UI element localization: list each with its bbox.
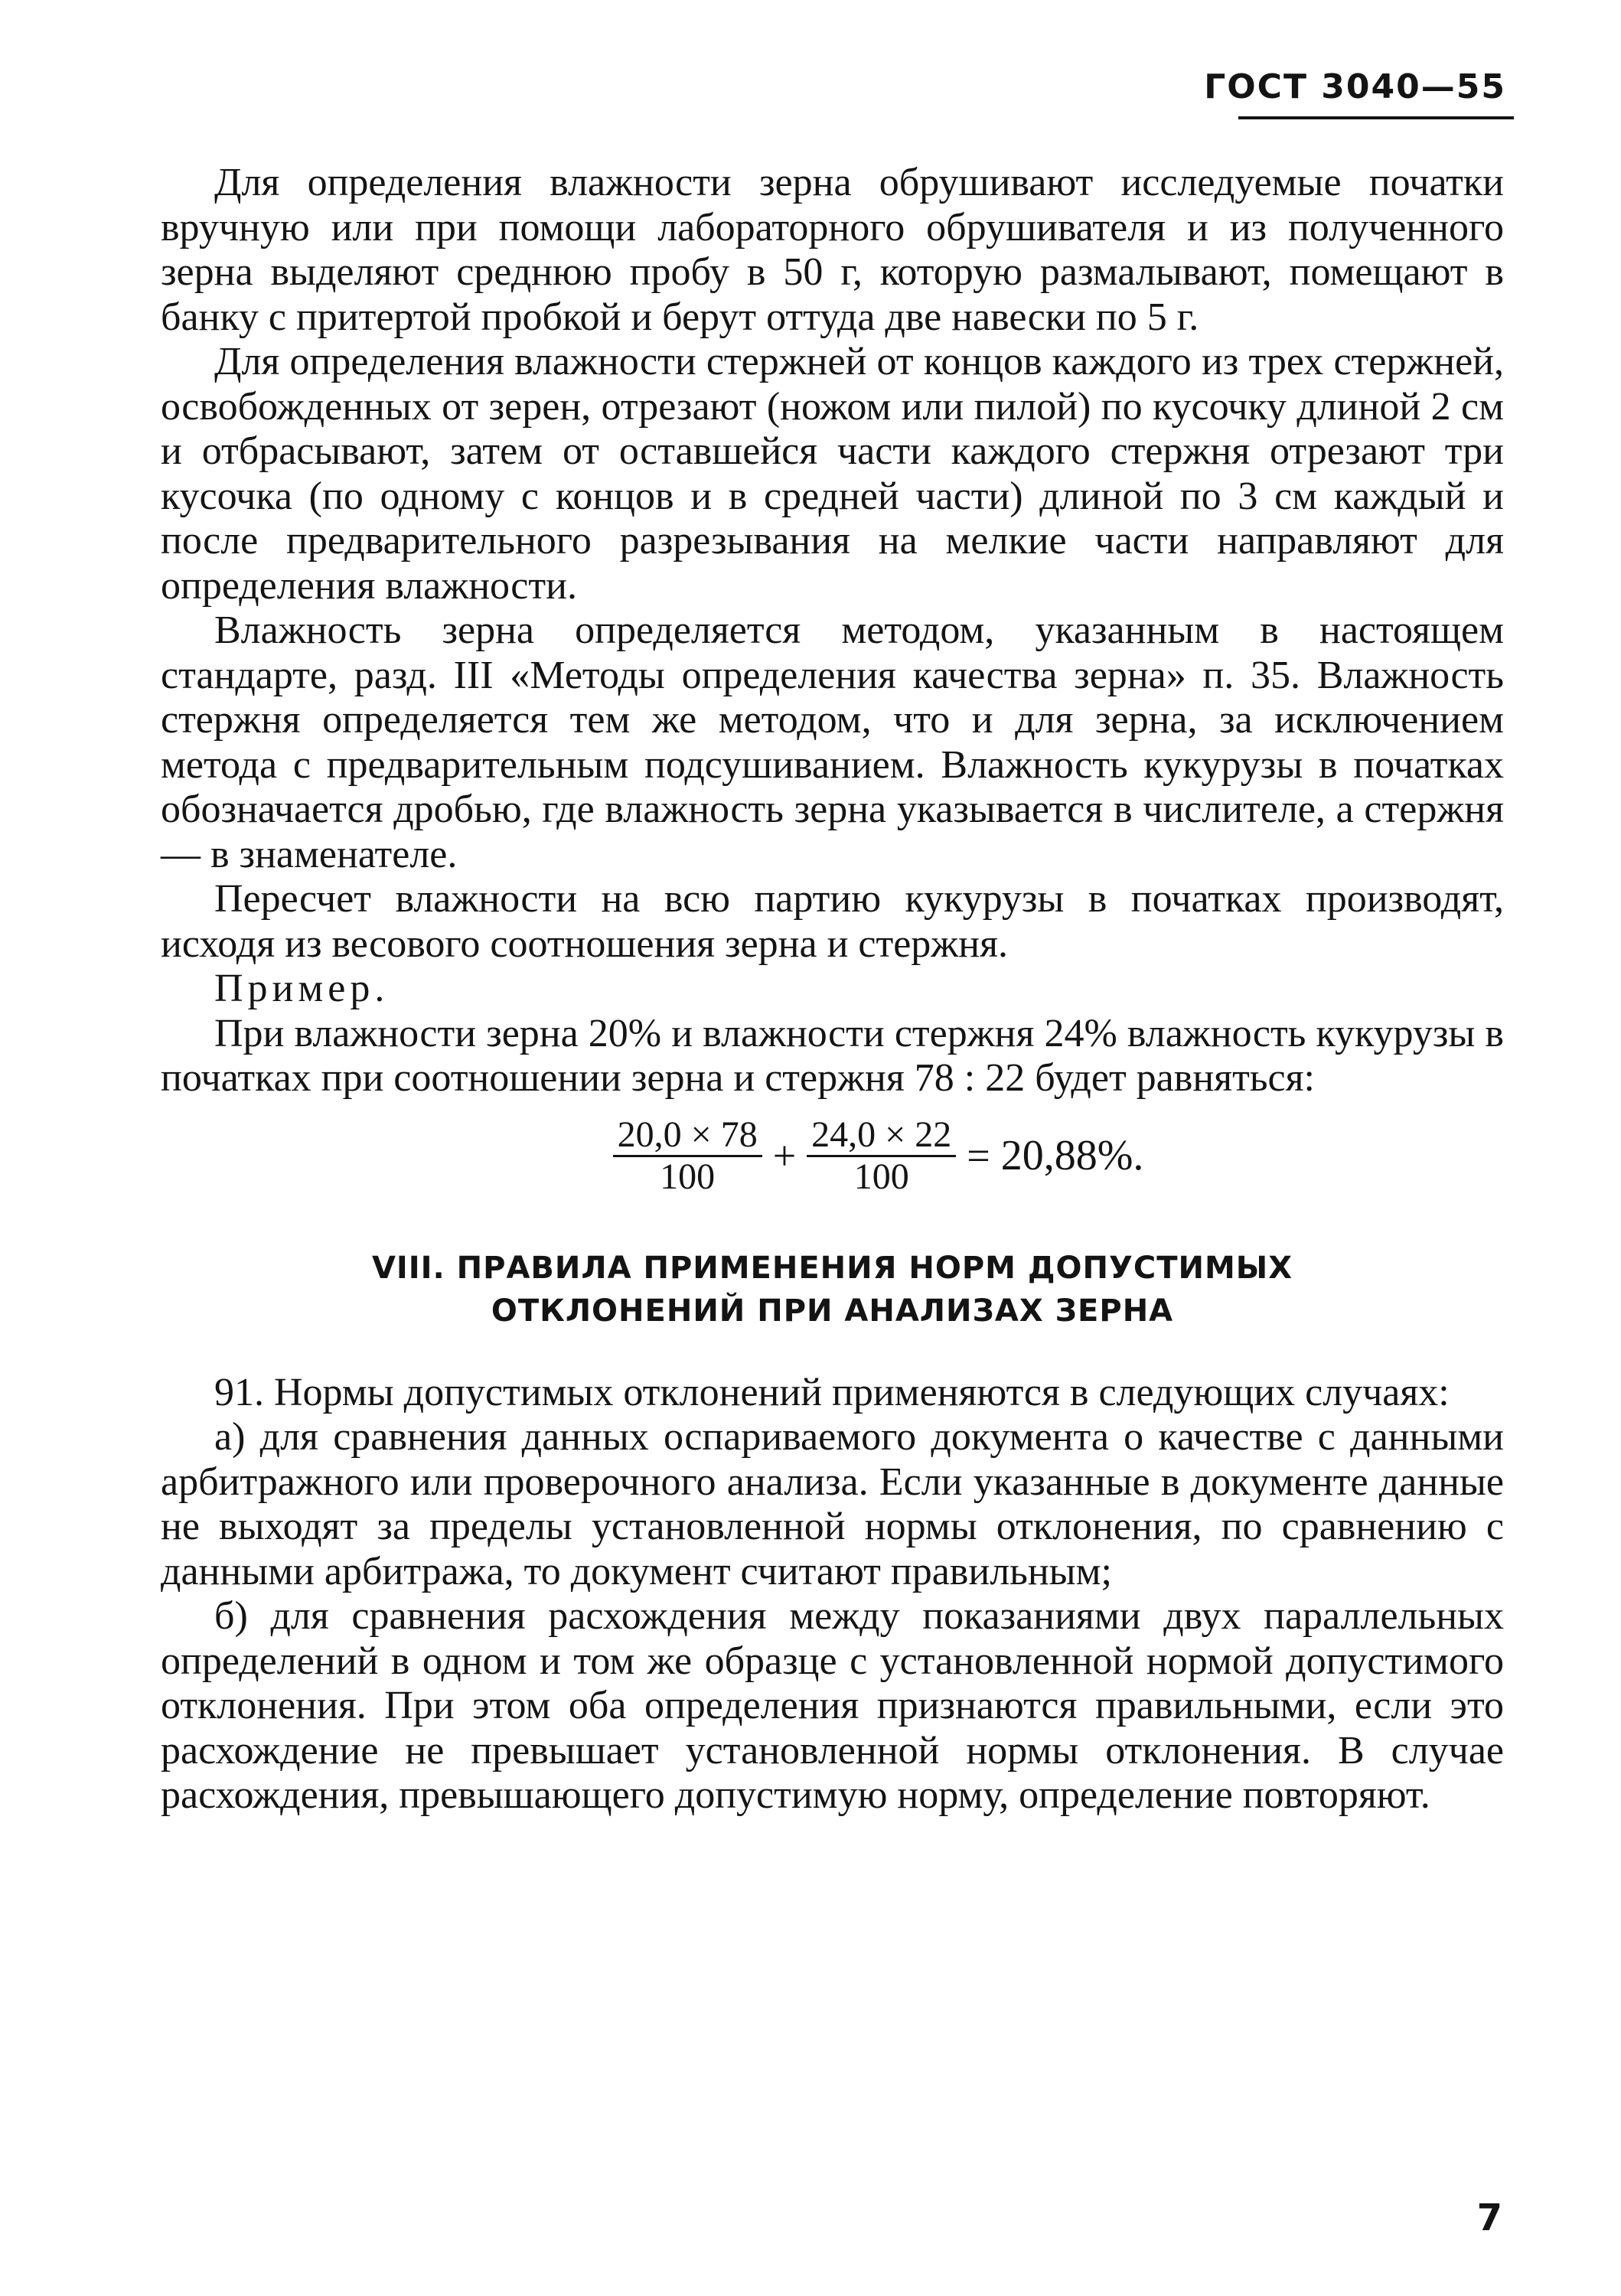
page-number: 7 (1476, 2197, 1502, 2239)
equals-sign: = (967, 1133, 990, 1179)
paragraph-recalculation: Пересчет влажности на всю партию кукурузы в початках производят, исходя из весового соотношения зерна и стержня. (161, 877, 1504, 966)
fraction-grain-numerator: 20,0 × 78 (613, 1115, 762, 1157)
paragraph-91-a: а) для сравнения данных оспариваемого документа о качестве с данными арбитражного или проверочного анализа. Если указанные в документе данные не выходят за пределы установленной нормы отклонения, по сравнению с данными арбитража, то документ считают правильным; (161, 1415, 1504, 1593)
page-body (161, 161, 1504, 1818)
fraction-cob-numerator: 24,0 × 22 (807, 1115, 956, 1157)
paragraph-example: При влажности зерна 20% и влажности стержня 24% влажность кукурузы в початках при соотношении зерна и стержня 78 : 22 будет равняться: (161, 1011, 1504, 1100)
fraction-cob-denominator: 100 (853, 1156, 909, 1197)
section-heading-line-2: ОТКЛОНЕНИЙ ПРИ АНАЛИЗАХ ЗЕРНА (491, 1293, 1174, 1329)
moisture-formula (253, 1110, 1504, 1202)
section-heading-line-1: VIII. ПРАВИЛА ПРИМЕНЕНИЯ НОРМ ДОПУСТИМЫХ (371, 1250, 1293, 1286)
formula-result: 20,88%. (1000, 1132, 1144, 1180)
paragraph-91-b: б) для сравнения расхождения между показаниями двух параллельных определений в одном и том же образце с установленной нормой допустимого отклонения. При этом оба определения признаются правильными, если это расхождение не превышает установленной нормы отклонения. В случае расхождения, превышающего допустимую норму, определение повторяют. (161, 1594, 1504, 1817)
plus-sign: + (772, 1133, 797, 1179)
paragraph-cob-moisture: Для определения влажности стержней от концов каждого из трех стержней, освобожденных от зерен, отрезают (ножом или пилой) по кусочку длиной 2 см и отбрасывают, затем от оставшейся части каждого стержня отрезают три кусочка (по одному с концов и в средней части) длиной по 3 см каждый и после предварительного разрезывания на мелкие части направляют для определения влажности. (161, 340, 1504, 608)
fraction-grain-denominator: 100 (660, 1156, 716, 1197)
document-code: ГОСТ 3040—55 (1204, 67, 1506, 106)
paragraph-method: Влажность зерна определяется методом, указанным в настоящем стандарте, разд. III «Методы определения качества зерна» п. 35. Влажность стержня определяется тем же методом, что и для зерна, за исключением метода с предварительным подсушиванием. Влажность кукурузы в початках обозначается дробью, где влажность зерна указывается в числителе, а стержня — в знаменателе. (161, 608, 1504, 876)
paragraph-grain-moisture: Для определения влажности зерна обрушивают исследуемые початки вручную или при помощи лабораторного обрушивателя и из полученного зерна выделяют среднюю пробу в 50 г, которую размалывают, помещают в банку с притертой пробкой и берут оттуда две навески по 5 г. (161, 161, 1504, 339)
section-heading (161, 1247, 1504, 1332)
fraction-cob (807, 1115, 956, 1197)
fraction-grain (613, 1115, 762, 1197)
header-rule (1238, 116, 1514, 119)
paragraph-91: 91. Нормы допустимых отклонений применяются в следующих случаях: (214, 1370, 1450, 1414)
example-label: Пример. (214, 967, 390, 1010)
